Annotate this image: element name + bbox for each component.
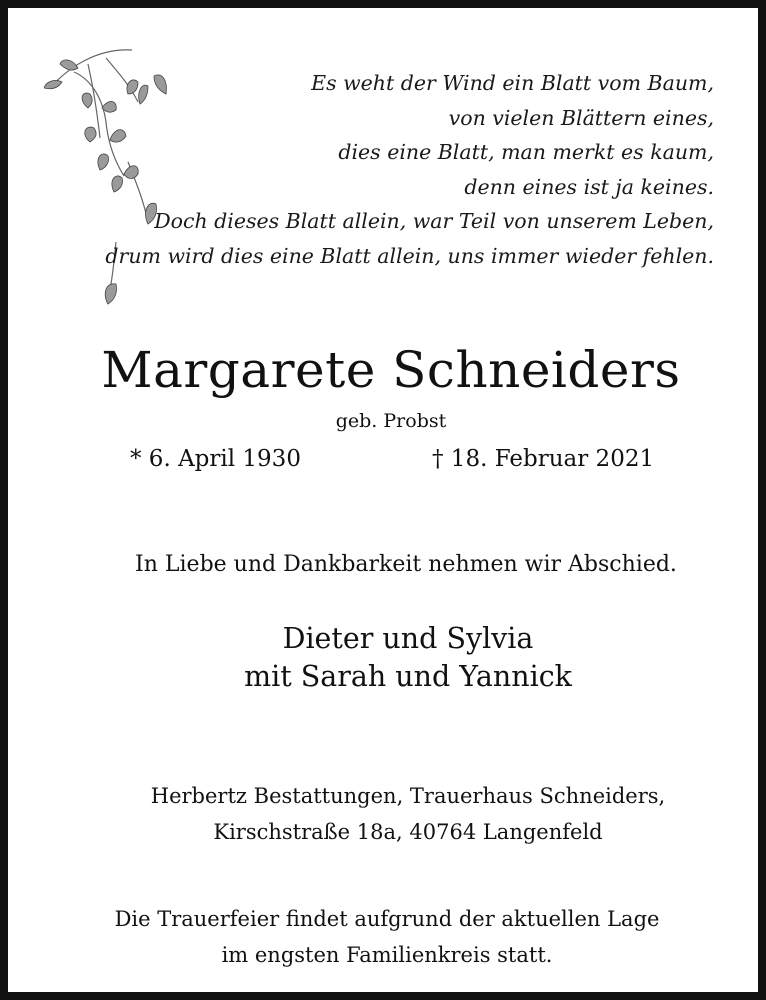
- poem-line: drum wird dies eine Blatt allein, uns immer wieder fehlen.: [105, 243, 714, 268]
- death-date: † 18. Februar 2021: [432, 446, 655, 472]
- undertaker-line: Herbertz Bestattungen, Trauerhaus Schneiders,: [150, 784, 666, 808]
- poem-line: von vielen Blättern eines,: [448, 105, 714, 130]
- family-line: Dieter und Sylvia: [282, 622, 534, 655]
- poem-line: denn eines ist ja keines.: [464, 174, 714, 199]
- poem-line: dies eine Blatt, man merkt es kaum,: [338, 140, 714, 164]
- notice-line: im engsten Familienkreis statt.: [221, 943, 553, 967]
- funeral-notice: [8, 901, 766, 973]
- notice-line: Die Trauerfeier findet aufgrund der aktuellen Lage: [114, 907, 660, 931]
- birth-name: geb. Probst: [335, 410, 447, 432]
- poem: [105, 66, 714, 273]
- undertaker-line: Kirschstraße 18a, 40764 Langenfeld: [213, 820, 603, 844]
- family-line: mit Sarah und Yannick: [244, 660, 572, 693]
- farewell-text: In Liebe und Dankbarkeit nehmen wir Abschied.: [135, 552, 677, 577]
- poem-line: Doch dieses Blatt allein, war Teil von unserem Leben,: [154, 209, 714, 233]
- poem-line: Es weht der Wind ein Blatt vom Baum,: [311, 71, 714, 95]
- family-signature: [8, 620, 766, 696]
- undertaker-address: [8, 778, 766, 850]
- birth-date: * 6. April 1930: [130, 446, 301, 472]
- deceased-name: Margarete Schneiders: [101, 341, 681, 399]
